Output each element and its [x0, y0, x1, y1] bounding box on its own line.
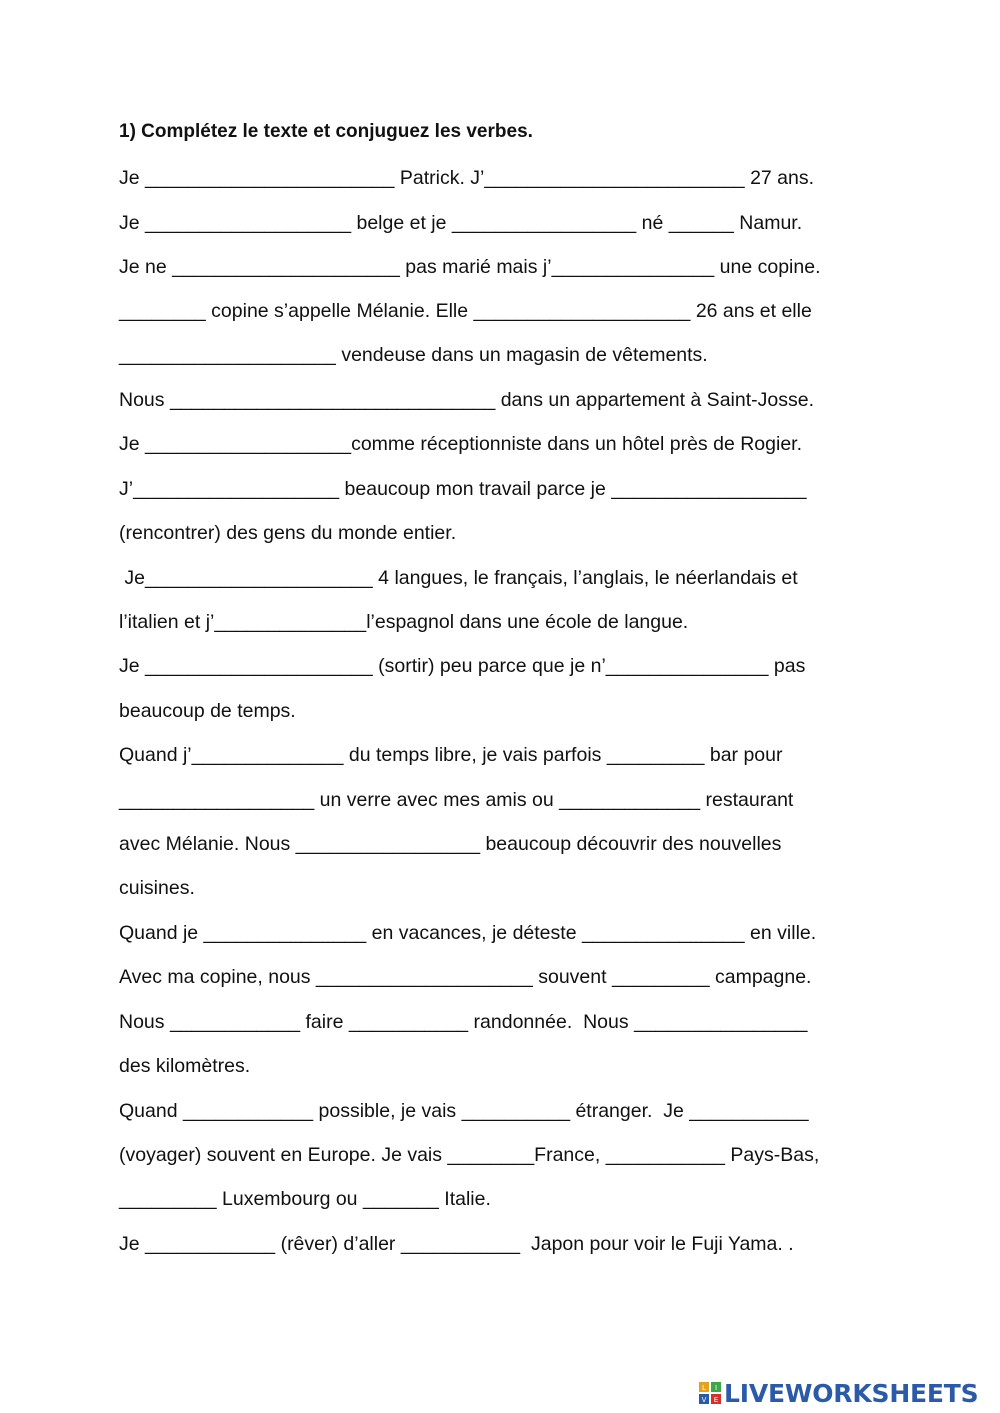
- exercise-title: 1) Complétez le texte et conjuguez les verbes.: [119, 121, 533, 142]
- text-line: Je ____________ (rêver) d’aller ___________ Japon pour voir le Fuji Yama. .: [119, 1233, 794, 1255]
- text-line: (voyager) souvent en Europe. Je vais ________France, ___________ Pays-Bas,: [119, 1144, 820, 1166]
- text-line: Je ___________________comme réceptionniste dans un hôtel près de Rogier.: [119, 433, 802, 455]
- text-line: Je ne _____________________ pas marié mais j’_______________ une copine.: [119, 256, 821, 278]
- text-line: ________ copine s’appelle Mélanie. Elle ____________________ 26 ans et elle: [119, 300, 812, 322]
- text-line: cuisines.: [119, 877, 195, 899]
- text-line: Je ___________________ belge et je _________________ né ______ Namur.: [119, 212, 803, 234]
- text-line: Nous ______________________________ dans un appartement à Saint-Josse.: [119, 389, 814, 411]
- text-line: Je_____________________ 4 langues, le français, l’anglais, le néerlandais et: [119, 567, 798, 589]
- text-line: l’italien et j’______________l’espagnol dans une école de langue.: [119, 611, 689, 633]
- text-line: Nous ____________ faire ___________ randonnée. Nous ________________: [119, 1011, 808, 1033]
- svg-text:I: I: [714, 1384, 718, 1392]
- text-line: des kilomètres.: [119, 1055, 251, 1077]
- text-line: J’___________________ beaucoup mon travail parce je __________________: [119, 478, 807, 500]
- text-line: (rencontrer) des gens du monde entier.: [119, 522, 457, 544]
- text-line: _________ Luxembourg ou _______ Italie.: [119, 1188, 491, 1210]
- text-line: Je _______________________ Patrick. J’________________________ 27 ans.: [119, 167, 815, 189]
- text-line: ____________________ vendeuse dans un magasin de vêtements.: [119, 344, 708, 366]
- text-line: beaucoup de temps.: [119, 700, 296, 722]
- text-line: Quand j’______________ du temps libre, je vais parfois _________ bar pour: [119, 744, 783, 766]
- svg-text:L: L: [702, 1384, 706, 1392]
- liveworksheets-logo-icon: [698, 1381, 722, 1405]
- text-line: Avec ma copine, nous ____________________ souvent _________ campagne.: [119, 966, 812, 988]
- text-line: avec Mélanie. Nous _________________ beaucoup découvrir des nouvelles: [119, 833, 782, 855]
- liveworksheets-logo[interactable]: [698, 1378, 978, 1408]
- logo-text: LIVEWORKSHEETS: [724, 1378, 979, 1408]
- svg-text:V: V: [701, 1396, 707, 1404]
- text-line: Quand je _______________ en vacances, je déteste _______________ en ville.: [119, 922, 817, 944]
- text-line: Je _____________________ (sortir) peu parce que je n’_______________ pas: [119, 655, 806, 677]
- svg-text:E: E: [713, 1396, 719, 1404]
- text-line: Quand ____________ possible, je vais __________ étranger. Je ___________: [119, 1100, 809, 1122]
- text-line: __________________ un verre avec mes amis ou _____________ restaurant: [119, 789, 794, 811]
